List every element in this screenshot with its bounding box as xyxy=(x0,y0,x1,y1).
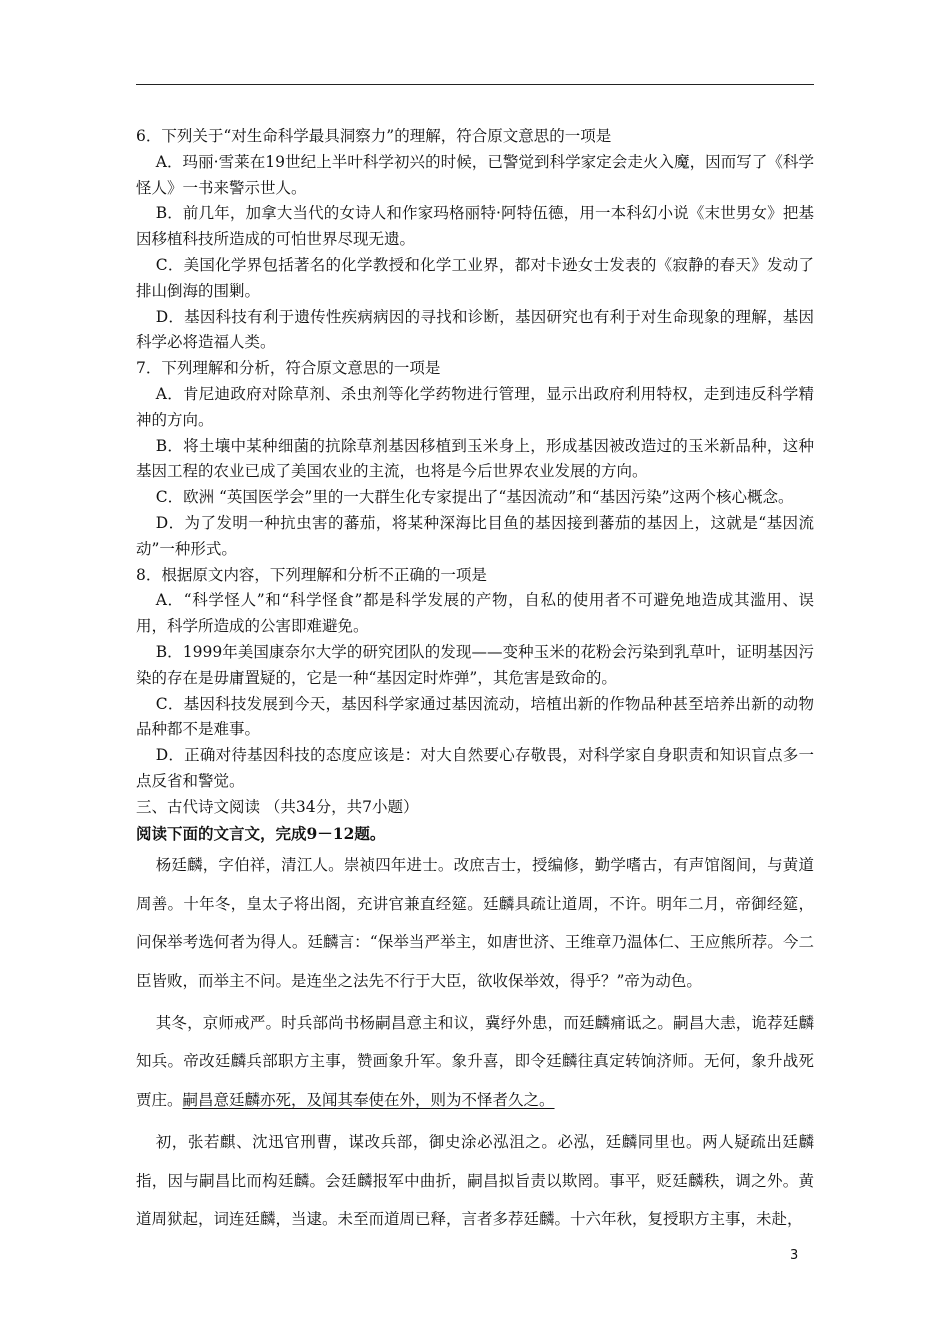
passage-paragraph-3: 初，张若麒、沈迅官刑曹，谋改兵部，御史涂必泓沮之。必泓，廷麟同里也。两人疑疏出廷麟指，因与嗣昌比而构廷麟。会廷麟报军中曲折，嗣昌拟旨责以欺罔。事平，贬廷麟秩，调之外。黄道周狱起，词连廷麟，当逮。未至而道周已释，言者多荐廷麟。十六年秋，复授职方主事，未赴， xyxy=(136,1133,814,1228)
section-heading: 三、古代诗文阅读 （共34分，共7小题） xyxy=(136,797,419,816)
passage-paragraph-2-text: 其冬，京师戒严。时兵部尚书杨嗣昌意主和议，冀纾外患，而廷麟痛诋之。嗣昌大恚，诡荐廷麟知兵。帝改廷麟兵部职方主事，赞画象升军。象升喜，即令廷麟往真定转饷济师。无何，象升战死贾庄。 xyxy=(136,1013,814,1109)
page-number: 3 xyxy=(790,1248,799,1263)
option-d: D．正确对待基因科技的态度应该是：对大自然要心存敬畏，对科学家自身职责和知识盲点多一点反省和警觉。 xyxy=(136,746,814,790)
option-a: A．玛丽·雪莱在19世纪上半叶科学初兴的时候，已警觉到科学家定会走火入魔，因而写了《科学怪人》一书来警示世人。 xyxy=(136,152,814,197)
option-a: A．肯尼迪政府对除草剂、杀虫剂等化学药物进行管理，显示出政府利用特权，走到违反科学精神的方向。 xyxy=(136,384,814,429)
question-stem: 6．下列关于“对生命科学最具洞察力”的理解，符合原文意思的一项是 xyxy=(136,127,612,145)
question-7 xyxy=(136,356,814,562)
question-stem: 7．下列理解和分析，符合原文意思的一项是 xyxy=(136,359,441,378)
passage-paragraph-1: 杨廷麟，字伯祥，清江人。崇祯四年进士。改庶吉士，授编修，勤学嗜古，有声馆阁间，与黄道周善。十年冬，皇太子将出阁，充讲官兼直经筵。廷麟具疏让道周，不许。明年二月，帝御经筵，问保举考选何者为得人。廷麟言：“保举当严举主，如唐世济、王维章乃温体仁、王应熊所荐。今二臣皆败，而举主不问。是连坐之法先不行于大臣，欲收保举效，得乎？”帝为动色。 xyxy=(136,856,814,990)
option-a: A．“科学怪人”和“科学怪食”都是科学发展的产物，自私的使用者不可避免地造成其滥用、误用，科学所造成的公害即难避免。 xyxy=(136,591,814,636)
option-b: B．1999年美国康奈尔大学的研究团队的发现——变种玉米的花粉会污染到乳草叶，证明基因污染的存在是毋庸置疑的，它是一种“基因定时炸弹”，其危害是致命的。 xyxy=(136,642,814,687)
document-body xyxy=(136,124,814,1238)
header-rule xyxy=(136,84,814,85)
option-c: C．美国化学界包括著名的化学教授和化学工业界，都对卡逊女士发表的《寂静的春天》发动了排山倒海的围剿。 xyxy=(136,255,814,300)
question-6 xyxy=(136,124,814,356)
question-8 xyxy=(136,563,814,795)
question-stem: 8．根据原文内容，下列理解和分析不正确的一项是 xyxy=(136,565,487,584)
option-d: D．基因科技有利于遗传性疾病病因的寻找和诊断，基因研究也有利于对生命现象的理解，基因科学必将造福人类。 xyxy=(136,307,814,352)
option-c: C．欧洲 “英国医学会”里的一大群生化专家提出了“基因流动”和“基因污染”这两个核心概念。 xyxy=(155,488,794,507)
classical-passage xyxy=(136,846,814,1238)
passage-paragraph-2 xyxy=(136,1004,814,1119)
option-b: B．前几年，加拿大当代的女诗人和作家玛格丽特·阿特伍德，用一本科幻小说《末世男女》把基因移植科技所造成的可怕世界尽现无遗。 xyxy=(136,204,814,249)
option-c: C．基因科技发展到今天，基因科学家通过基因流动，培植出新的作物品种甚至培养出新的动物品种都不是难事。 xyxy=(136,694,814,739)
option-b: B．将土壤中某种细菌的抗除草剂基因移植到玉米身上，形成基因被改造过的玉米新品种，这种基因工程的农业已成了美国农业的主流，也将是今后世界农业发展的方向。 xyxy=(136,436,814,481)
reading-instruction: 阅读下面的文言文，完成9－12题。 xyxy=(136,823,386,843)
option-d: D．为了发明一种抗虫害的蕃茄，将某种深海比目鱼的基因接到蕃茄的基因上，这就是“基因流动”一种形式。 xyxy=(136,513,814,558)
underlined-sentence: 嗣昌意廷麟亦死，及闻其奉使在外，则为不怿者久之。 xyxy=(182,1090,555,1109)
